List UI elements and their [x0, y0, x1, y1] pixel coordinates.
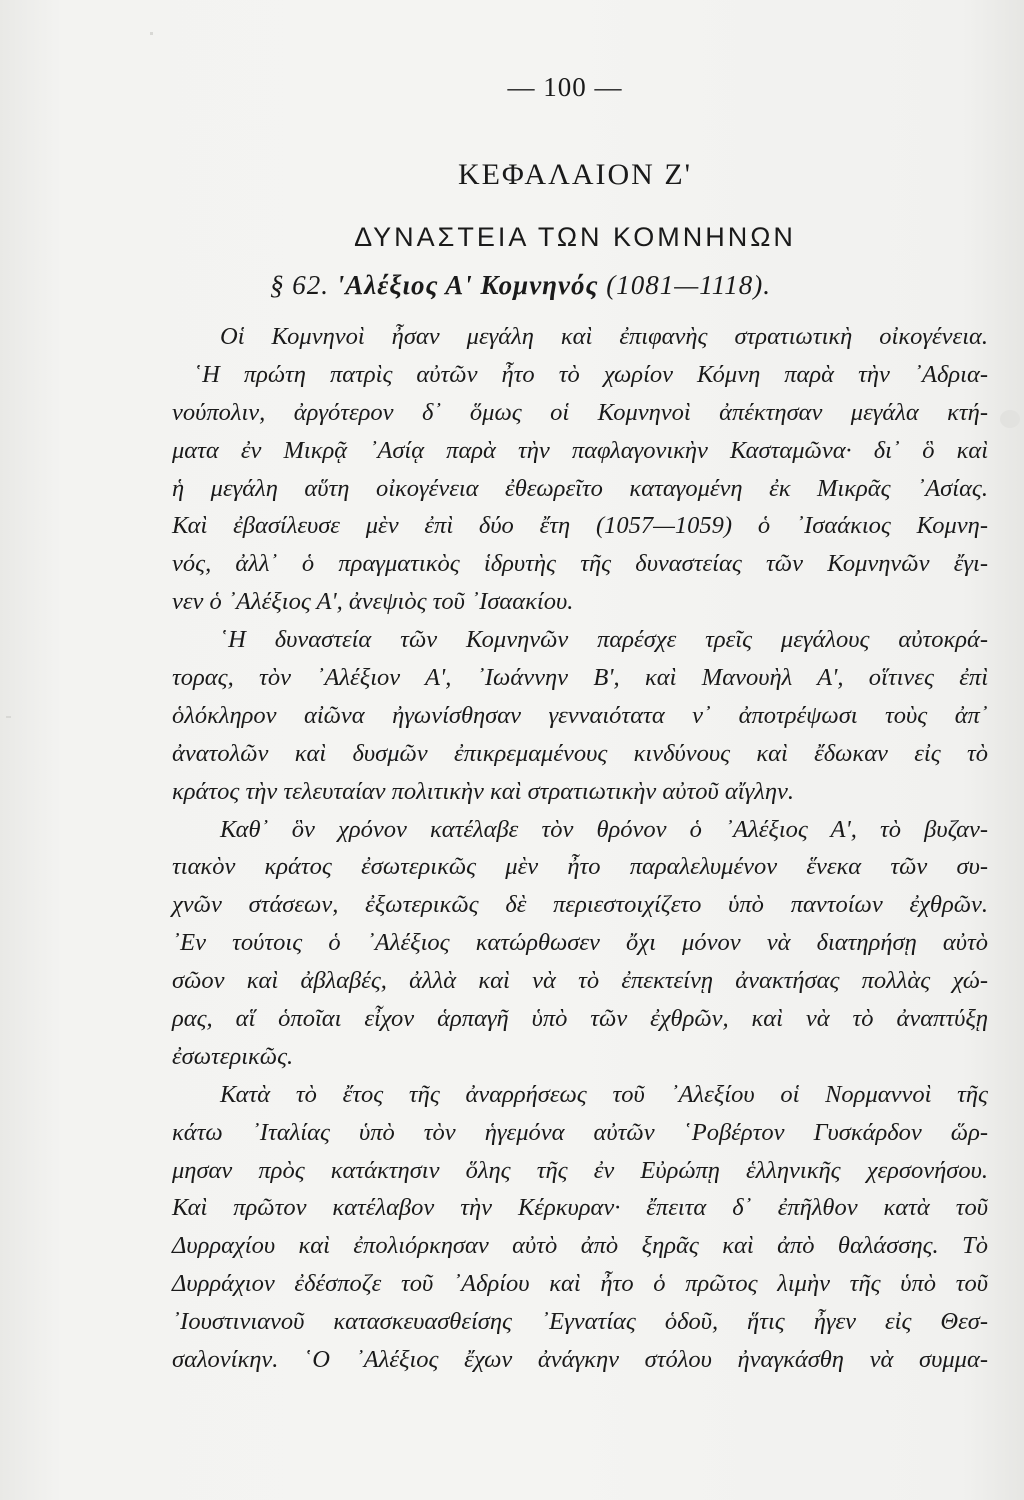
text-line: νός, ἀλλ᾿ ὁ πραγματικὸς ἱδρυτὴς τῆς δυναστείας τῶν Κομνηνῶν ἔγι-	[172, 550, 988, 578]
section-years: (1081—1118).	[598, 270, 771, 300]
text-line: ἐσωτερικῶς.	[172, 1042, 294, 1070]
dynasty-title: ΔΥΝΑΣΤΕΙΑ ΤΩΝ ΚΟΜΝΗΝΩΝ	[354, 222, 796, 252]
text-line: ἀνατολῶν καὶ δυσμῶν ἐπικρεμαμένους κινδύνους καὶ ἔδωκαν εἰς τὸ	[172, 739, 988, 767]
text-line: μησαν πρὸς κατάκτησιν ὅλης τῆς ἐν Εὐρώπῃ ἑλληνικῆς χερσονήσου.	[172, 1156, 988, 1184]
text-line: ῾Η δυναστεία τῶν Κομνηνῶν παρέσχε τρεῖς μεγάλους αὐτοκρά-	[220, 626, 988, 654]
text-line: ῾Η πρώτη πατρὶς αὐτῶν ἦτο τὸ χωρίον Κόμνη παρὰ τὴν ᾿Αδρια-	[194, 360, 988, 388]
text-line: Κατὰ τὸ ἔτος τῆς ἀναρρήσεως τοῦ ᾿Αλεξίου οἱ Νορμαννοὶ τῆς	[220, 1080, 988, 1108]
text-line: τορας, τὸν ᾿Αλέξιον Α', ᾿Ιωάννην Β', καὶ Μανουὴλ Α', οἵτινες ἐπὶ	[172, 664, 988, 692]
body-text	[172, 318, 988, 1379]
text-line: Καθ᾿ ὃν χρόνον κατέλαβε τὸν θρόνον ὁ ᾿Αλέξιος Α', τὸ βυζαν-	[220, 815, 988, 843]
text-line: Δυρράχιον ἐδέσποζε τοῦ ᾿Αδρίου καὶ ἦτο ὁ πρῶτος λιμὴν τῆς ὑπὸ τοῦ	[172, 1270, 988, 1298]
scan-speck	[150, 32, 153, 35]
text-line: νούπολιν, ἀργότερον δ᾿ ὅμως οἱ Κομνηνοὶ ἀπέκτησαν μεγάλα κτή-	[172, 398, 988, 426]
text-line: κράτος τὴν τελευταίαν πολιτικὴν καὶ στρατιωτικὴν αὐτοῦ αἴγλην.	[172, 777, 795, 805]
text-line: ἡ μεγάλη αὕτη οἰκογένεια ἐθεωρεῖτο καταγομένη ἐκ Μικρᾶς ᾿Ασίας.	[172, 474, 988, 502]
text-line: νεν ὁ ᾿Αλέξιος Α', ἀνεψιὸς τοῦ ᾿Ισαακίου.	[172, 588, 574, 616]
text-line: ματα ἐν Μικρᾷ ᾿Ασίᾳ παρὰ τὴν παφλαγονικὴν Κασταμῶνα· δι᾿ ὃ καὶ	[172, 436, 988, 464]
page-number: — 100 —	[507, 72, 623, 102]
text-line: τιακὸν κράτος ἐσωτερικῶς μὲν ἦτο παραλελυμένον ἕνεκα τῶν συ-	[172, 853, 988, 881]
section-name: 'Αλέξιος Α' Κομνηνός	[336, 270, 599, 300]
section-prefix: § 62.	[270, 270, 337, 300]
text-line: σαλονίκην. ῾Ο ᾿Αλέξιος ἔχων ἀνάγκην στόλου ἠναγκάσθη νὰ συμμα-	[172, 1346, 988, 1374]
section-title	[270, 270, 771, 301]
text-line: ὁλόκληρον αἰῶνα ἠγωνίσθησαν γενναιότατα ν᾿ ἀποτρέψωσι τοὺς ἀπ᾿	[172, 701, 988, 729]
text-line: Καὶ ἐβασίλευσε μὲν ἐπὶ δύο ἔτη (1057—1059) ὁ ᾿Ισαάκιος Κομνη-	[172, 512, 988, 540]
text-line: ρας, αἵ ὁποῖαι εἶχον ἁρπαγῆ ὑπὸ τῶν ἐχθρῶν, καὶ νὰ τὸ ἀναπτύξῃ	[172, 1005, 988, 1033]
text-line: κάτω ᾿Ιταλίας ὑπὸ τὸν ἡγεμόνα αὐτῶν ῾Ροβέρτον Γυσκάρδον ὥρ-	[172, 1118, 988, 1146]
text-line: Δυρραχίου καὶ ἐπολιόρκησαν αὐτὸ ἀπὸ ξηρᾶς καὶ ἀπὸ θαλάσσης. Τὸ	[172, 1232, 988, 1260]
text-line: ᾿Εν τούτοις ὁ ᾿Αλέξιος κατώρθωσεν ὄχι μόνον νὰ διατηρήσῃ αὐτὸ	[172, 929, 988, 957]
text-line: Καὶ πρῶτον κατέλαβον τὴν Κέρκυραν· ἔπειτα δ᾿ ἐπῆλθον κατὰ τοῦ	[172, 1194, 988, 1222]
scan-speck	[1000, 410, 1020, 428]
chapter-title: ΚΕΦΑΛΑΙΟΝ Ζ'	[457, 158, 693, 191]
text-line: ᾿Ιουστινιανοῦ κατασκευασθείσης ᾿Εγνατίας ὁδοῦ, ἥτις ἦγεν εἰς Θεσ-	[172, 1308, 988, 1336]
text-line: χνῶν στάσεων, ἐξωτερικῶς δὲ περιεστοιχίζετο ὑπὸ παντοίων ἐχθρῶν.	[172, 891, 988, 919]
text-line: σῶον καὶ ἀβλαβές, ἀλλὰ καὶ νὰ τὸ ἐπεκτείνῃ ἀνακτήσας πολλὰς χώ-	[172, 967, 988, 995]
text-line: Οἱ Κομνηνοὶ ἦσαν μεγάλη καὶ ἐπιφανὴς στρατιωτικὴ οἰκογένεια.	[220, 323, 988, 350]
scan-speck	[6, 716, 11, 718]
